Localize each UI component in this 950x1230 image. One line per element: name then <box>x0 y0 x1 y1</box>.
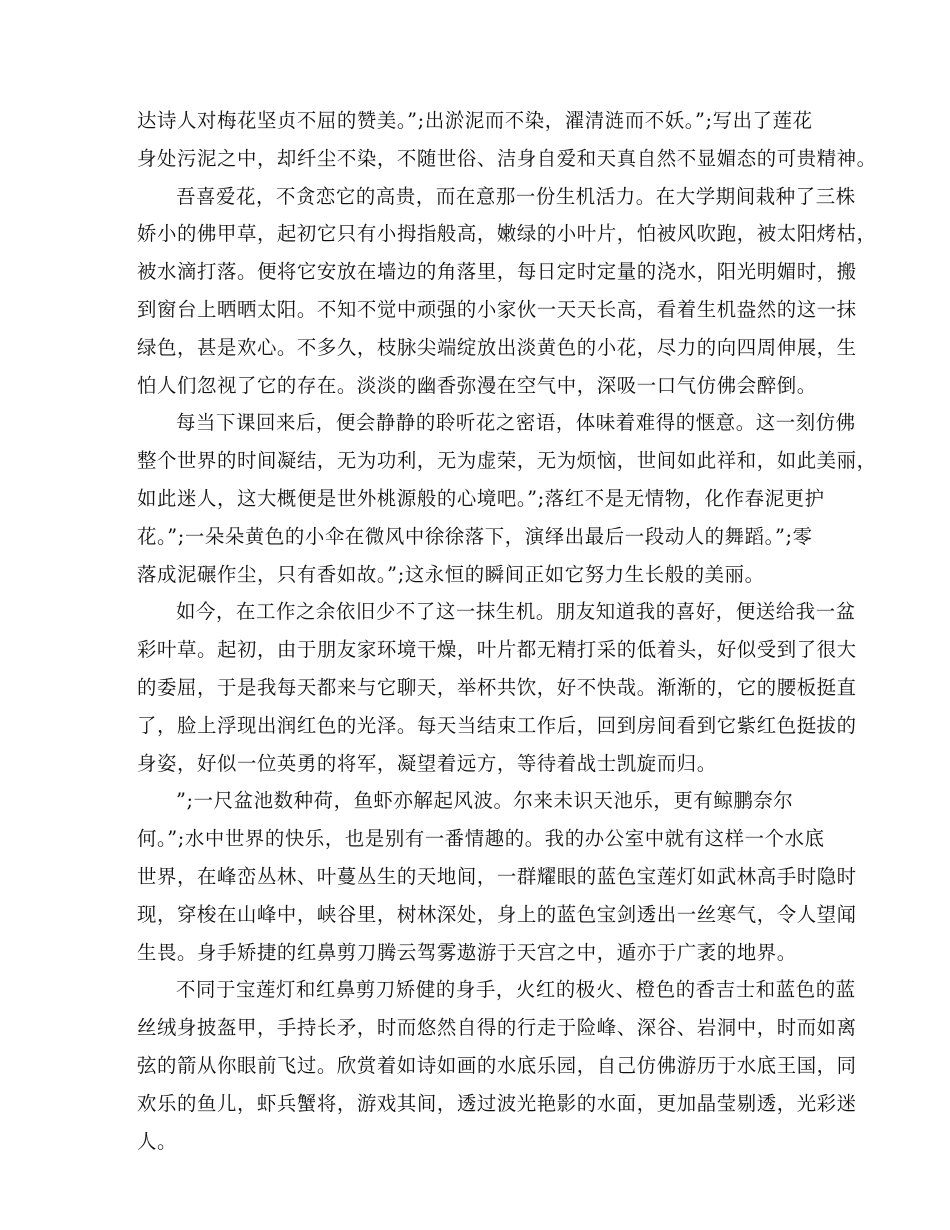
text-line: 不同于宝莲灯和红鼻剪刀矫健的身手，火红的极火、橙色的香吉士和蓝色的蓝 <box>176 978 856 1002</box>
text-line: 丝绒身披盔甲，手持长矛，时而悠然自得的行走于险峰、深谷、岩洞中，时而如离 <box>137 1016 857 1040</box>
document-body <box>137 102 877 1160</box>
paragraph <box>137 102 877 178</box>
text-line: ”;一尺盆池数种荷，鱼虾亦解起风波。尔来未识天池乐，更有鲸鹏奈尔 <box>176 789 794 813</box>
text-line: 花。”;一朵朵黄色的小伞在微风中徐徐落下，演绎出最后一段动人的舞蹈。”;零 <box>137 524 813 548</box>
text-line: 欢乐的鱼儿，虾兵蟹将，游戏其间，透过波光艳影的水面，更加晶莹剔透，光彩迷 <box>137 1091 857 1115</box>
text-line: 怕人们忽视了它的存在。淡淡的幽香弥漫在空气中，深吸一口气仿佛会醉倒。 <box>137 373 817 397</box>
text-line: 弦的箭从你眼前飞过。欣赏着如诗如画的水底乐园，自己仿佛游历于水底王国，同 <box>137 1053 857 1077</box>
text-line: 落成泥碾作尘，只有香如故。”;这永恒的瞬间正如它努力生长般的美丽。 <box>137 562 765 586</box>
text-line: 何。”;水中世界的快乐，也是别有一番情趣的。我的办公室中就有这样一个水底 <box>137 827 825 851</box>
text-line: 的委屈，于是我每天都来与它聊天，举杯共饮，好不快哉。渐渐的，它的腰板挺直 <box>137 675 857 699</box>
paragraph <box>137 404 877 593</box>
text-line: 了，脸上浮现出润红色的光泽。每天当结束工作后，回到房间看到它紫红色挺拔的 <box>137 713 857 737</box>
text-line: 生畏。身手矫捷的红鼻剪刀腾云驾雾遨游于天宫之中，遁亦于广袤的地界。 <box>137 940 797 964</box>
text-line: 世界，在峰峦丛林、叶蔓丛生的天地间，一群耀眼的蓝色宝莲灯如武林高手时隐时 <box>137 864 857 888</box>
paragraph <box>137 178 877 405</box>
text-line: 整个世界的时间凝结，无为功利，无为虚荣，无为烦恼，世间如此祥和，如此美丽， <box>137 449 877 473</box>
text-line: 吾喜爱花，不贪恋它的高贵，而在意那一份生机活力。在大学期间栽种了三株 <box>176 184 856 208</box>
paragraph <box>137 593 857 782</box>
text-line: 人。 <box>137 1129 177 1153</box>
text-line: 被水滴打落。便将它安放在墙边的角落里，每日定时定量的浇水，阳光明媚时，搬 <box>137 260 857 284</box>
text-line: 彩叶草。起初，由于朋友家环境干燥，叶片都无精打采的低着头，好似受到了很大 <box>137 638 857 662</box>
text-line: 娇小的佛甲草，起初它只有小拇指般高，嫩绿的小叶片，怕被风吹跑，被太阳烤枯， <box>137 222 877 246</box>
text-line: 如此迷人，这大概便是世外桃源般的心境吧。”;落红不是无情物，化作春泥更护 <box>137 486 825 510</box>
text-line: 每当下课回来后，便会静静的聆听花之密语，体味着难得的惬意。这一刻仿佛 <box>176 411 856 435</box>
text-line: 身姿，好似一位英勇的将军，凝望着远方，等待着战士凯旋而归。 <box>137 751 717 775</box>
text-line: 身处污泥之中，却纤尘不染，不随世俗、洁身自爱和天真自然不显媚态的可贵精神。 <box>137 146 877 170</box>
paragraph <box>137 971 857 1160</box>
paragraph <box>137 782 857 971</box>
text-line: 达诗人对梅花坚贞不屈的赞美。”;出淤泥而不染，濯清涟而不妖。”;写出了莲花 <box>137 109 813 132</box>
text-line: 绿色，甚是欢心。不多久，枝脉尖端绽放出淡黄色的小花，尽力的向四周伸展，生 <box>137 335 857 359</box>
text-line: 现，穿梭在山峰中，峡谷里，树林深处，身上的蓝色宝剑透出一丝寒气，令人望闻 <box>137 902 857 926</box>
text-line: 到窗台上晒晒太阳。不知不觉中顽强的小家伙一天天长高，看着生机盎然的这一抹 <box>137 297 857 321</box>
text-line: 如今，在工作之余依旧少不了这一抹生机。朋友知道我的喜好，便送给我一盆 <box>176 600 856 624</box>
